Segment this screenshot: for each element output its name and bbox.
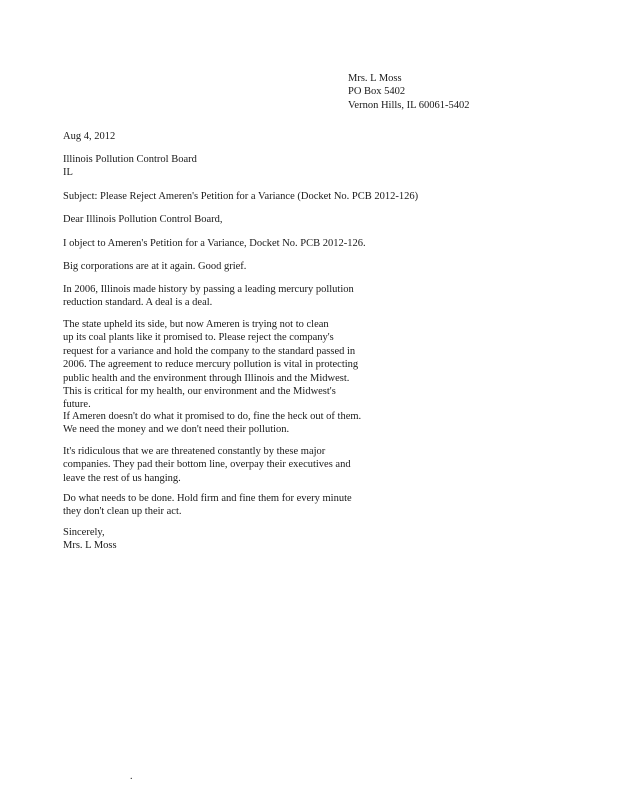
letter-date: Aug 4, 2012 bbox=[63, 131, 116, 142]
sender-address-line-2: Vernon Hills, IL 60061-5402 bbox=[348, 99, 470, 111]
recipient-block bbox=[63, 153, 363, 180]
closing-block bbox=[63, 526, 363, 553]
recipient-state: IL bbox=[63, 167, 73, 179]
sender-name: Mrs. L Moss bbox=[348, 73, 402, 84]
sender-address-line-1: PO Box 5402 bbox=[348, 86, 406, 98]
paragraph-7: Do what needs to be done. Hold firm and fine them for every minute they don't clean up their act. bbox=[63, 493, 352, 518]
paragraph-2: Big corporations are at it again. Good grief. bbox=[63, 261, 247, 272]
paragraph-1: I object to Ameren's Petition for a Variance, Docket No. PCB 2012-126. bbox=[63, 238, 366, 249]
subject-line: Subject: Please Reject Ameren's Petition for a Variance (Docket No. PCB 2012-126) bbox=[63, 191, 419, 202]
sender-address-block bbox=[348, 72, 470, 112]
paragraph-6: It's ridiculous that we are threatened constantly by these major companies. They pad their bottom line, overpay their executives and leave the rest of us hanging. bbox=[63, 446, 351, 484]
paragraph-3: In 2006, Illinois made history by passing a leading mercury pollution reduction standard. A deal is a deal. bbox=[63, 284, 354, 309]
signature-name: Mrs. L Moss bbox=[63, 540, 117, 552]
valediction: Sincerely, bbox=[63, 527, 105, 538]
salutation: Dear Illinois Pollution Control Board, bbox=[63, 214, 223, 225]
paragraph-4: The state upheld its side, but now Ameren is trying not to clean up its coal plants like it promised to. Please reject the company's request for a variance and hold the company to the standard passed in 2006. The agreement to reduce mercury pollution is vital in protecting public health and the environment through Illinois and the Midwest. This is critical for my health, our environment and the Midwest's future. bbox=[63, 319, 359, 411]
recipient-name: Illinois Pollution Control Board bbox=[63, 154, 197, 165]
footer-mark: . bbox=[130, 771, 133, 782]
paragraph-5: If Ameren doesn't do what it promised to do, fine the heck out of them. We need the money and we don't need their pollution. bbox=[63, 411, 362, 436]
